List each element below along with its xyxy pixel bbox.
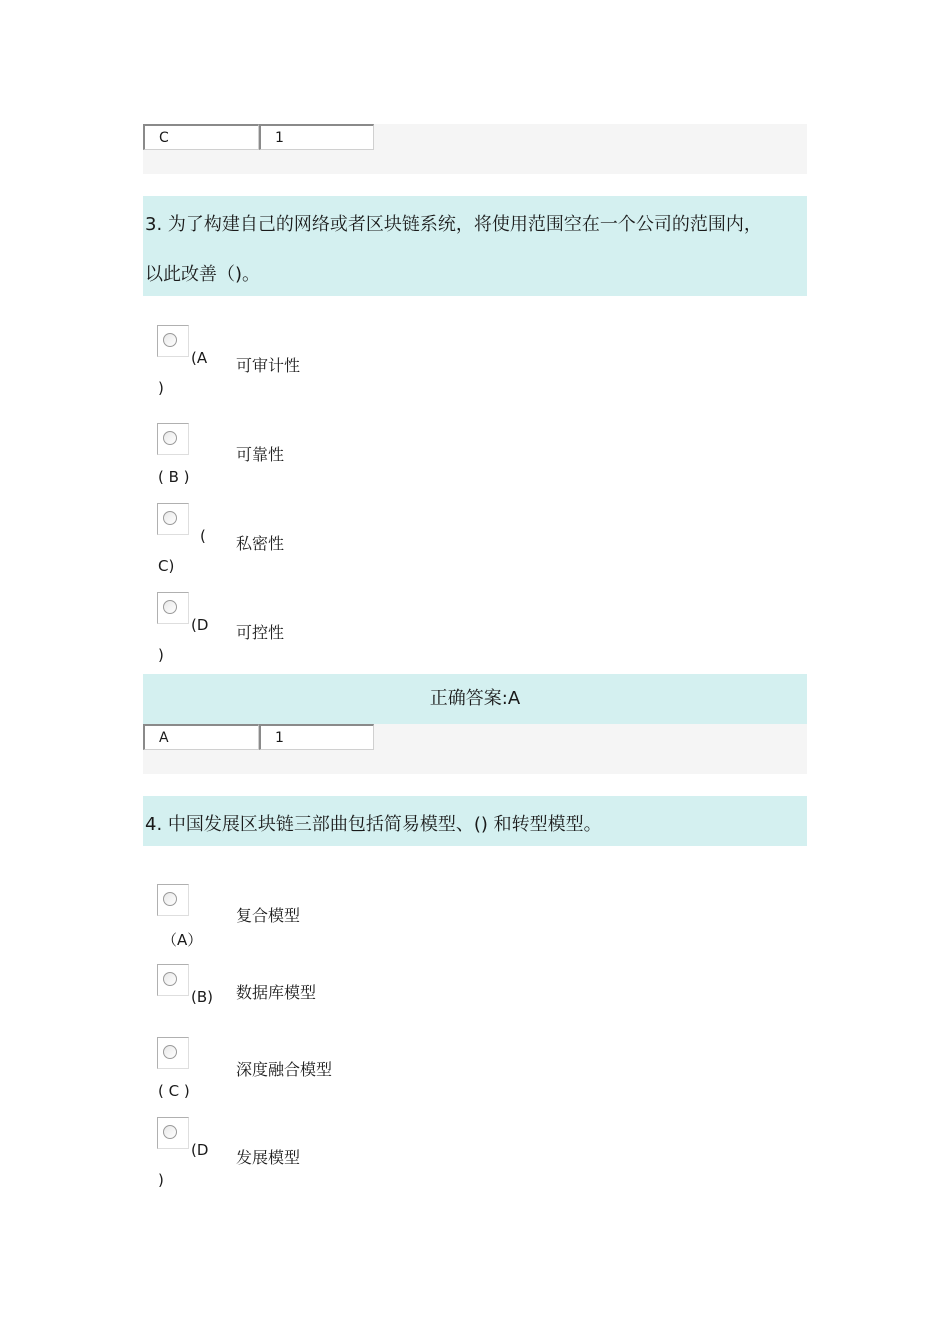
- previous-answer-row: [143, 124, 807, 174]
- radio-circle-icon: [163, 1125, 177, 1139]
- answer-cell-choice: C: [143, 124, 259, 150]
- question-3-text-line1: 3. 为了构建自己的网络或者区块链系统，将使用范围空在一个公司的范围内，: [145, 214, 762, 235]
- q4-option-a-text: 复合模型: [236, 906, 301, 925]
- q4-option-a-label-part2: （A）: [162, 931, 203, 949]
- q3-radio-d[interactable]: [157, 592, 189, 624]
- radio-circle-icon: [163, 1045, 177, 1059]
- question-4-header: [143, 796, 807, 846]
- q3-radio-c[interactable]: [157, 503, 189, 535]
- correct-answer-banner: 正确答案:A: [143, 674, 807, 724]
- q3-option-d-text: 可控性: [236, 623, 285, 642]
- q3-option-a-label-part1: (A: [191, 349, 208, 367]
- q3-radio-a[interactable]: [157, 325, 189, 357]
- q4-option-c-label-part2: ( C ): [158, 1082, 190, 1100]
- q3-option-c-label-part2: C): [158, 557, 175, 575]
- radio-circle-icon: [163, 431, 177, 445]
- q4-option-b-label-part1: (B): [191, 988, 213, 1006]
- q4-option-d-label-part2: ): [158, 1171, 164, 1189]
- radio-circle-icon: [163, 600, 177, 614]
- question-4-text: 4. 中国发展区块链三部曲包括简易模型、() 和转型模型。: [145, 814, 602, 835]
- radio-circle-icon: [163, 511, 177, 525]
- q3-option-d-label-part2: ): [158, 646, 164, 664]
- radio-circle-icon: [163, 972, 177, 986]
- q4-radio-c[interactable]: [157, 1037, 189, 1069]
- q3-option-c-text: 私密性: [236, 534, 285, 553]
- q3-option-a-label-part2: ): [158, 379, 164, 397]
- q4-radio-b[interactable]: [157, 964, 189, 996]
- q3-option-b-label-part2: ( B ): [158, 468, 190, 486]
- q4-option-b-text: 数据库模型: [236, 983, 317, 1002]
- answer-cell-choice: A: [143, 724, 259, 750]
- radio-circle-icon: [163, 892, 177, 906]
- q4-radio-a[interactable]: [157, 884, 189, 916]
- radio-circle-icon: [163, 333, 177, 347]
- q3-option-c-label-part1: (: [200, 527, 206, 545]
- question-3-text-line2: 以此改善（)。: [145, 264, 261, 285]
- question-3-header: [143, 196, 807, 296]
- answer-cell-score: 1: [259, 124, 374, 150]
- q3-answer-row: [143, 724, 807, 774]
- q4-option-d-label-part1: (D: [191, 1141, 209, 1159]
- q4-radio-d[interactable]: [157, 1117, 189, 1149]
- q3-radio-b[interactable]: [157, 423, 189, 455]
- q4-option-d-text: 发展模型: [236, 1148, 301, 1167]
- q3-option-a-text: 可审计性: [236, 356, 301, 375]
- q3-option-b-text: 可靠性: [236, 445, 285, 464]
- answer-cell-score: 1: [259, 724, 374, 750]
- q3-option-d-label-part1: (D: [191, 616, 209, 634]
- q4-option-c-text: 深度融合模型: [236, 1060, 333, 1079]
